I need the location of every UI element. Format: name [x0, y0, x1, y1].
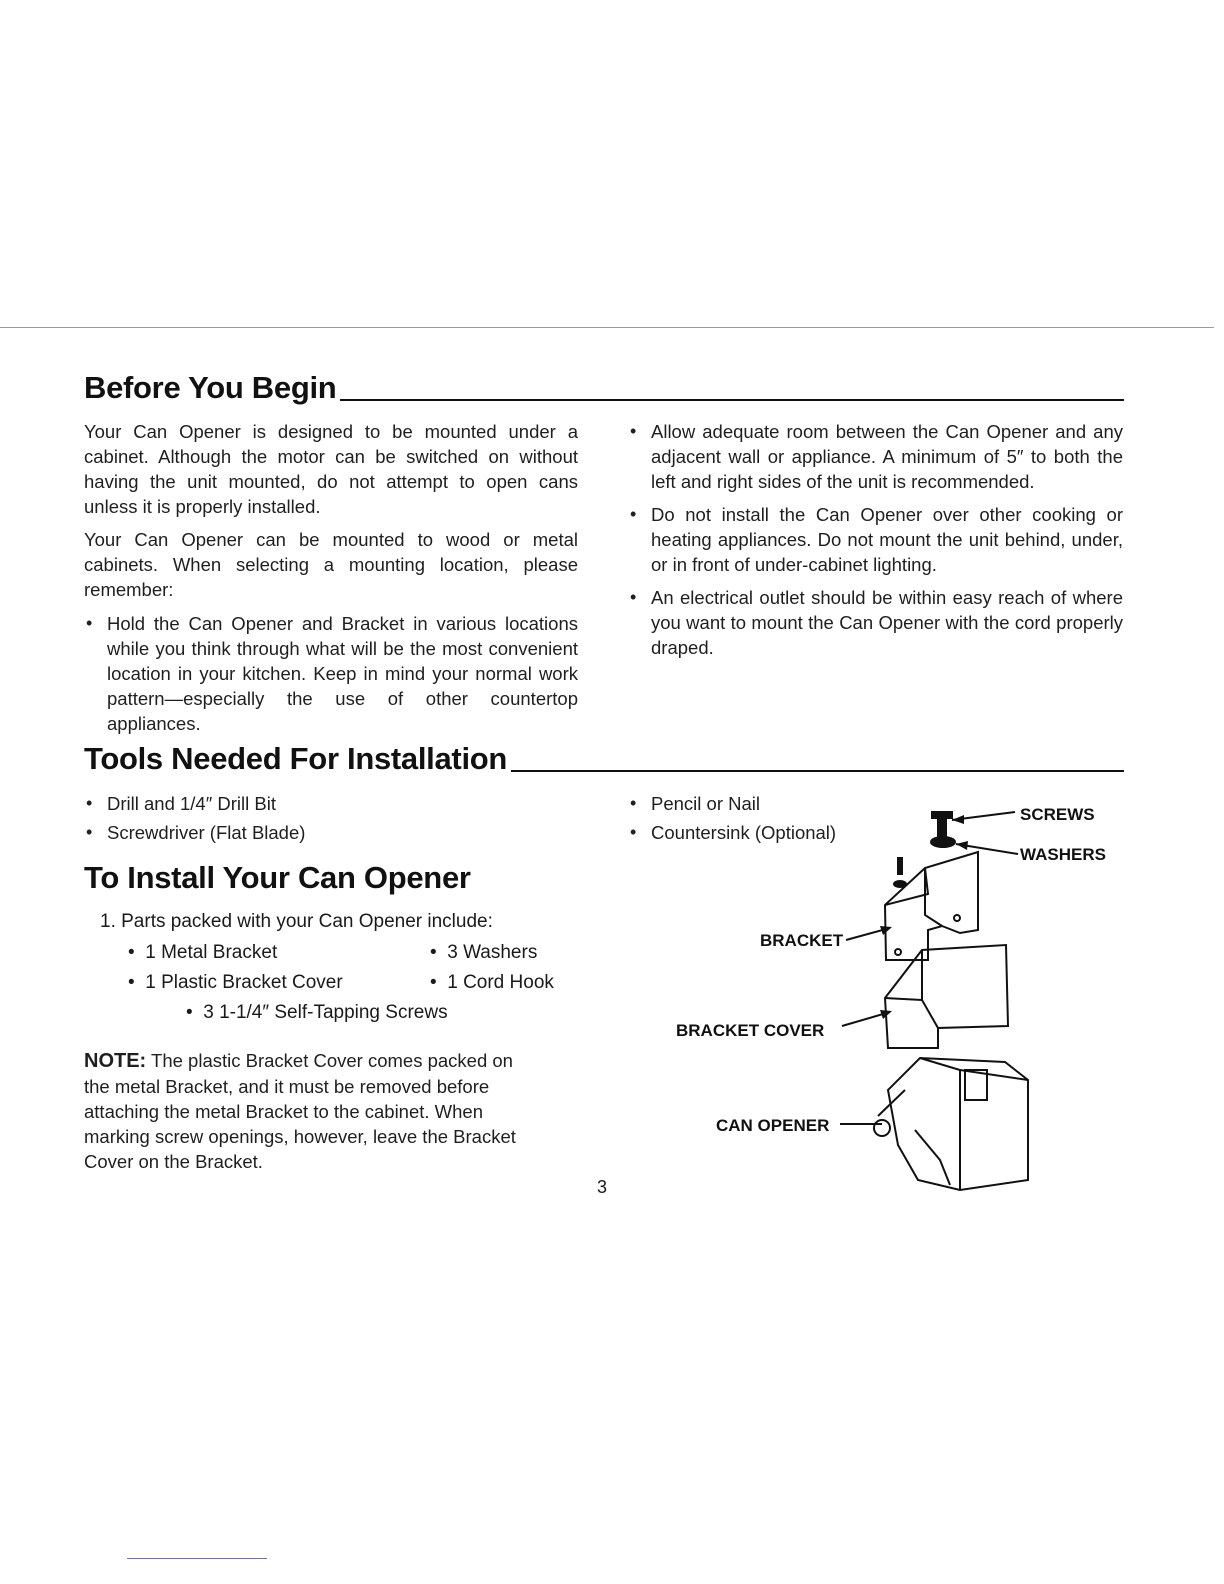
- intro-paragraph: Your Can Opener is designed to be mounted under a cabinet. Although the motor can be switched on without having the unit mounted, do not attempt to open cans unless it is properly installed.: [84, 421, 578, 517]
- can-opener-label: CAN OPENER: [716, 1116, 830, 1135]
- note-text: The plastic Bracket Cover comes packed on the metal Bracket, and it must be removed before attaching the metal Bracket to the cabinet. When marking screw openings, however, leave the Bracket Cover on the Bracket.: [84, 1050, 516, 1172]
- before-you-begin-left-column: [84, 419, 578, 736]
- bottom-divider: [127, 1558, 267, 1559]
- note-paragraph: [84, 1048, 534, 1174]
- list-item: • Screwdriver (Flat Blade): [84, 820, 564, 845]
- bracket-label: BRACKET: [760, 931, 844, 950]
- screw-icon: [931, 812, 955, 847]
- section-heading-before-you-begin: [84, 372, 1124, 403]
- before-you-begin-right-column: [628, 419, 1123, 668]
- heading-rule: [511, 770, 1124, 772]
- list-item: • An electrical outlet should be within easy reach of where you want to mount the Can Opener with the cord properly draped.: [628, 585, 1123, 660]
- mounting-tips-right: [628, 419, 1123, 660]
- part-item: • 1 Metal Bracket: [128, 942, 278, 963]
- can-opener-icon: [874, 1058, 1028, 1190]
- bracket-cover-label: BRACKET COVER: [676, 1021, 825, 1040]
- list-item: • Drill and 1/4″ Drill Bit: [84, 791, 564, 816]
- washers-label: WASHERS: [1020, 845, 1106, 864]
- mounting-tips-left: [84, 611, 578, 736]
- before-you-begin-title: Before You Begin: [84, 370, 337, 405]
- list-item: • Allow adequate room between the Can Opener and any adjacent wall or appliance. A minimum of 5″ to both the left and right sides of the unit is recommended.: [628, 419, 1123, 494]
- part-item: • 1 Cord Hook: [430, 972, 554, 993]
- list-item: • Pencil or Nail: [628, 791, 908, 816]
- part-item: • 3 Washers: [430, 942, 538, 963]
- small-screw-icon: [894, 858, 906, 887]
- list-item: • Countersink (Optional): [628, 820, 908, 845]
- heading-rule: [340, 399, 1124, 401]
- screws-label: SCREWS: [1020, 805, 1095, 824]
- tools-left-list: [84, 791, 564, 849]
- note-label: NOTE:: [84, 1050, 147, 1072]
- part-item: • 1 Plastic Bracket Cover: [128, 972, 343, 993]
- install-title: To Install Your Can Opener: [84, 860, 471, 895]
- installation-diagram: [660, 790, 1140, 1210]
- section-heading-install: [84, 862, 471, 893]
- tools-title: Tools Needed For Installation: [84, 741, 508, 776]
- mounting-paragraph: Your Can Opener can be mounted to wood or metal cabinets. When selecting a mounting location, please remember:: [84, 529, 578, 600]
- top-divider: [0, 327, 1214, 328]
- list-item: • Do not install the Can Opener over other cooking or heating appliances. Do not mount the unit behind, under, or in front of under-cabinet lighting.: [628, 502, 1123, 577]
- install-step-1: 1. Parts packed with your Can Opener include:: [100, 911, 493, 932]
- part-item: • 3 1-1/4″ Self-Tapping Screws: [186, 1002, 448, 1023]
- section-heading-tools: [84, 743, 1124, 774]
- page-number: 3: [597, 1177, 608, 1197]
- list-item: • Hold the Can Opener and Bracket in various locations while you think through what will be the most convenient location in your kitchen. Keep in mind your normal work pattern—especially the use of other countertop appliances.: [84, 611, 578, 736]
